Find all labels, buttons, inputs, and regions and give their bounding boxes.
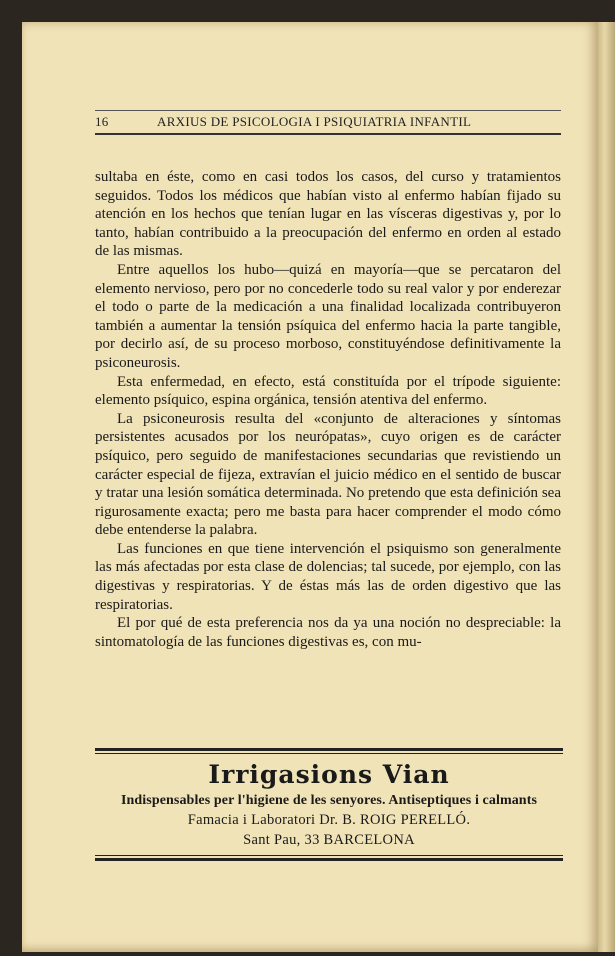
ad-rule-top-thin	[95, 753, 563, 754]
page-edge	[598, 22, 615, 952]
paragraph: Entre aquellos los hubo—quizá en mayoría—que se percataron del elemento nervioso, pero por no concederle todo su real valor y por enderezar el todo o parte de la medicación a una finalidad localizada contribuyeron también a aumentar la tensión psíquica del enfermo hacia la parte tangible, por decirlo así, de su proceso morboso, constituyéndose definitivamente la psiconeurosis.	[95, 261, 561, 371]
paragraph: Las funciones en que tiene intervención el psiquismo son generalmente las más afectadas por esta clase de dolencias; tal sucede, por ejemplo, con las digestivas y respiratorias. Y de éstas más las de orden digestivo que las respiratorias.	[95, 540, 561, 613]
ad-tagline: Indispensables per l'higiene de les senyores. Antiseptiques i calmants	[120, 793, 538, 808]
ad-maker: Famacia i Laboratori Dr. B. ROIG PERELLÓ.	[187, 812, 471, 828]
running-header	[95, 110, 561, 135]
ad-rule-bottom	[95, 858, 563, 861]
journal-title: ARXIUS DE PSICOLOGIA I PSIQUIATRIA INFANTIL	[157, 114, 472, 129]
ad-rule-top	[95, 748, 563, 751]
header-row	[95, 114, 561, 130]
page-number: 16	[95, 114, 109, 129]
ad-brand: Irrigasions Vian	[208, 760, 450, 789]
ad-address: Sant Pau, 33 BARCELONA	[243, 832, 415, 848]
header-rule-top	[95, 110, 561, 111]
header-rule-bottom	[95, 133, 561, 135]
article-body	[95, 168, 561, 651]
paragraph: Esta enfermedad, en efecto, está constituída por el trípode siguiente: elemento psíquico, espina orgánica, tensión atentiva del enfermo.	[95, 373, 561, 409]
ad-rule-bottom-thin	[95, 855, 563, 856]
paragraph: El por qué de esta preferencia nos da ya una noción no despreciable: la sintomatología de las funciones digestivas es, con mu-	[95, 615, 561, 650]
paragraph: sultaba en éste, como en casi todos los casos, del curso y tratamientos seguidos. Todos los médicos que habían visto al enfermo habían fijado su atención en los hechos que tenían lugar en las vísceras digestivas y, por lo tanto, habían contribuido a la preocupación del enfermo en orden al estado de las mismas.	[95, 169, 561, 260]
advertisement	[95, 748, 563, 861]
paragraph: La psiconeurosis resulta del «conjunto de alteraciones y síntomas persistentes acusados por los neurópatas», cuyo origen es de carácter psíquico, pero seguido de manifestaciones secundarias que revistiendo un carácter especial de fijeza, extravían el juicio médico en el sentido de buscar y tratar una lesión somática determinada. No pretendo que esta definición sea rigurosamente exacta; pero me basta para hacer comprender el modo cómo debe entenderse la palabra.	[95, 410, 561, 539]
